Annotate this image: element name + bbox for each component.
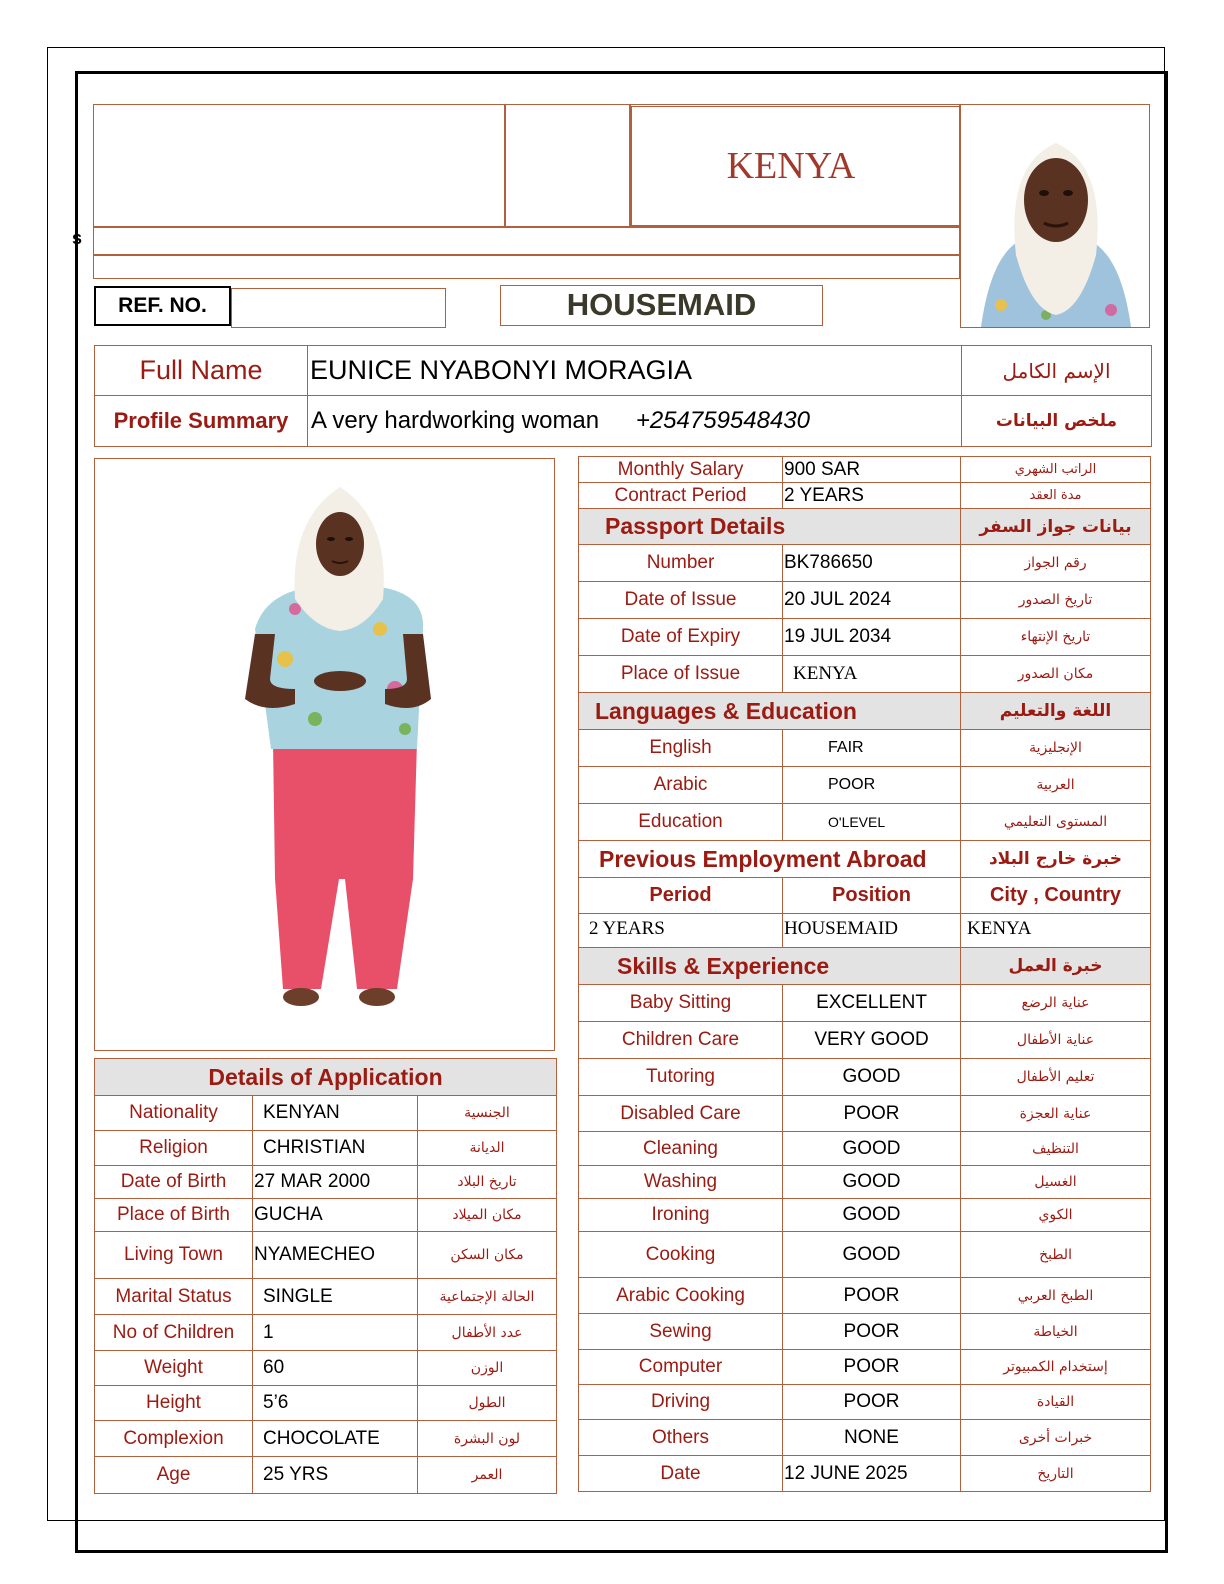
- application-label: Height: [95, 1386, 253, 1421]
- contract-value: 2 YEARS: [783, 483, 961, 509]
- application-value: 60: [253, 1351, 418, 1386]
- full-body-image: [95, 459, 554, 1050]
- skill-value: VERY GOOD: [783, 1022, 961, 1059]
- application-label: Date of Birth: [95, 1166, 253, 1199]
- application-arabic: العمر: [418, 1457, 557, 1494]
- passport-value: 19 JUL 2034: [783, 619, 961, 656]
- passport-value: 20 JUL 2024: [783, 582, 961, 619]
- skill-arabic: عناية العجزة: [961, 1096, 1151, 1132]
- header-strip-2: [93, 255, 960, 279]
- contract-arabic: مدة العقد: [961, 483, 1151, 509]
- application-label: No of Children: [95, 1315, 253, 1351]
- skill-label: Children Care: [579, 1022, 783, 1059]
- language-value: FAIR: [783, 730, 961, 767]
- passport-label: Place of Issue: [579, 656, 783, 693]
- skill-label: Arabic Cooking: [579, 1278, 783, 1314]
- language-label: Education: [579, 804, 783, 841]
- profile-summary-label: Profile Summary: [95, 396, 308, 447]
- application-value: CHRISTIAN: [253, 1131, 418, 1166]
- full-name-arabic: الإسم الكامل: [962, 346, 1152, 396]
- skill-value: POOR: [783, 1314, 961, 1350]
- profile-summary-text: A very hardworking woman: [311, 407, 600, 434]
- skill-label: Cooking: [579, 1232, 783, 1278]
- application-value: KENYAN: [253, 1096, 418, 1131]
- contract-arabic: الراتب الشهري: [961, 457, 1151, 483]
- ref-label: REF. NO.: [118, 294, 207, 317]
- passport-value: BK786650: [783, 545, 961, 582]
- passport-arabic: مكان الصدور: [961, 656, 1151, 693]
- profile-summary-cell: [308, 396, 962, 447]
- employment-title: Previous Employment Abroad: [579, 841, 961, 878]
- employment-col-city: City , Country: [961, 878, 1151, 914]
- contract-table: [578, 456, 1151, 509]
- application-label: Living Town: [95, 1232, 253, 1279]
- skill-arabic: الخياطة: [961, 1314, 1151, 1350]
- skill-label: Driving: [579, 1385, 783, 1420]
- application-label: Place of Birth: [95, 1199, 253, 1232]
- application-arabic: مكان السكن: [418, 1232, 557, 1279]
- skill-value: GOOD: [783, 1059, 961, 1096]
- identity-table: [94, 345, 1152, 447]
- skill-label: Tutoring: [579, 1059, 783, 1096]
- language-arabic: الإنجليزية: [961, 730, 1151, 767]
- application-label: Religion: [95, 1131, 253, 1166]
- passport-title: Passport Details: [579, 509, 961, 545]
- passport-photo: [960, 104, 1150, 328]
- skill-value: GOOD: [783, 1199, 961, 1232]
- profile-summary-arabic: ملخص البيانات: [962, 396, 1152, 447]
- passport-arabic: تاريخ الصدور: [961, 582, 1151, 619]
- application-arabic: عدد الأطفال: [418, 1315, 557, 1351]
- application-value: 5’6: [253, 1386, 418, 1421]
- application-label: Complexion: [95, 1421, 253, 1457]
- application-arabic: مكان الميلاد: [418, 1199, 557, 1232]
- skill-arabic: التنظيف: [961, 1132, 1151, 1166]
- date-value: 12 JUNE 2025: [783, 1456, 961, 1492]
- language-value: O'LEVEL: [783, 804, 961, 841]
- passport-label: Date of Issue: [579, 582, 783, 619]
- application-value: NYAMECHEO: [253, 1232, 418, 1279]
- language-arabic: العربية: [961, 767, 1151, 804]
- contract-value: 900 SAR: [783, 457, 961, 483]
- skill-arabic: الغسيل: [961, 1166, 1151, 1199]
- application-arabic: الطول: [418, 1386, 557, 1421]
- skill-value: POOR: [783, 1278, 961, 1314]
- employment-title-arabic: خبرة خارج البلاد: [961, 841, 1151, 878]
- skill-arabic: الطبخ العربي: [961, 1278, 1151, 1314]
- skill-arabic: الكوي: [961, 1199, 1151, 1232]
- language-label: Arabic: [579, 767, 783, 804]
- language-label: English: [579, 730, 783, 767]
- languages-title-arabic: اللغة والتعليم: [961, 693, 1151, 730]
- languages-title: Languages & Education: [579, 693, 961, 730]
- skill-arabic: القيادة: [961, 1385, 1151, 1420]
- application-value: 27 MAR 2000: [253, 1166, 418, 1199]
- skill-label: Washing: [579, 1166, 783, 1199]
- skill-label: Ironing: [579, 1199, 783, 1232]
- application-label: Marital Status: [95, 1279, 253, 1315]
- skill-arabic: الطبخ: [961, 1232, 1151, 1278]
- skill-label: Disabled Care: [579, 1096, 783, 1132]
- skills-title: Skills & Experience: [579, 948, 961, 985]
- full-body-photo: [94, 458, 555, 1051]
- headshot-image: [961, 105, 1149, 327]
- skill-label: Computer: [579, 1350, 783, 1385]
- language-arabic: المستوى التعليمي: [961, 804, 1151, 841]
- passport-label: Date of Expiry: [579, 619, 783, 656]
- application-title: Details of Application: [95, 1059, 557, 1096]
- employment-period: 2 YEARS: [579, 914, 783, 952]
- header-strip-1: [93, 227, 960, 255]
- full-name-value: EUNICE NYABONYI MORAGIA: [308, 346, 962, 396]
- application-value: 25 YRS: [253, 1457, 418, 1494]
- skill-value: GOOD: [783, 1166, 961, 1199]
- employment-col-period: Period: [579, 878, 783, 914]
- skill-value: POOR: [783, 1350, 961, 1385]
- passport-title-arabic: بيانات جواز السفر: [961, 509, 1151, 545]
- application-arabic: لون البشرة: [418, 1421, 557, 1457]
- skill-value: EXCELLENT: [783, 985, 961, 1022]
- date-label: Date: [579, 1456, 783, 1492]
- passport-arabic: تاريخ الإنتهاء: [961, 619, 1151, 656]
- stray-mark: s: [72, 228, 83, 248]
- employment-col-position: Position: [783, 878, 961, 914]
- skills-table: [578, 947, 1151, 1492]
- contract-label: Contract Period: [579, 483, 783, 509]
- application-arabic: الديانة: [418, 1131, 557, 1166]
- application-label: Age: [95, 1457, 253, 1494]
- date-arabic: التاريخ: [961, 1456, 1151, 1492]
- application-table: [94, 1058, 557, 1494]
- skill-value: NONE: [783, 1420, 961, 1456]
- skill-arabic: عناية الرضع: [961, 985, 1151, 1022]
- application-label: Nationality: [95, 1096, 253, 1131]
- language-value: POOR: [783, 767, 961, 804]
- application-arabic: تاريخ البلاد: [418, 1166, 557, 1199]
- position-title: HOUSEMAID: [566, 287, 757, 322]
- application-arabic: الوزن: [418, 1351, 557, 1386]
- passport-arabic: رقم الجواز: [961, 545, 1151, 582]
- skill-label: Baby Sitting: [579, 985, 783, 1022]
- passport-value: KENYA: [783, 656, 961, 693]
- ref-value-box[interactable]: [231, 288, 446, 328]
- skill-label: Others: [579, 1420, 783, 1456]
- passport-label: Number: [579, 545, 783, 582]
- passport-table: [578, 508, 1151, 952]
- skill-label: Cleaning: [579, 1132, 783, 1166]
- skill-value: GOOD: [783, 1232, 961, 1278]
- application-arabic: الحالة الإجتماعية: [418, 1279, 557, 1315]
- skill-value: POOR: [783, 1385, 961, 1420]
- application-label: Weight: [95, 1351, 253, 1386]
- header-middle-cell: [505, 104, 630, 227]
- employment-position: HOUSEMAID: [783, 914, 961, 952]
- skill-arabic: إستخدام الكمبيوتر: [961, 1350, 1151, 1385]
- application-value: SINGLE: [253, 1279, 418, 1315]
- skill-arabic: تعليم الأطفال: [961, 1059, 1151, 1096]
- skill-value: POOR: [783, 1096, 961, 1132]
- application-value: 1: [253, 1315, 418, 1351]
- country-title: KENYA: [726, 145, 856, 187]
- skill-label: Sewing: [579, 1314, 783, 1350]
- application-value: GUCHA: [253, 1199, 418, 1232]
- phone-number: +254759548430: [635, 407, 810, 434]
- skill-value: GOOD: [783, 1132, 961, 1166]
- skill-arabic: خبرات أخرى: [961, 1420, 1151, 1456]
- application-value: CHOCOLATE: [253, 1421, 418, 1457]
- skill-arabic: عناية الأطفال: [961, 1022, 1151, 1059]
- full-name-label: Full Name: [95, 346, 308, 396]
- header-logo-cell: [93, 104, 505, 227]
- contract-label: Monthly Salary: [579, 457, 783, 483]
- employment-city: KENYA: [961, 914, 1151, 952]
- application-arabic: الجنسية: [418, 1096, 557, 1131]
- skills-title-arabic: خبرة العمل: [961, 948, 1151, 985]
